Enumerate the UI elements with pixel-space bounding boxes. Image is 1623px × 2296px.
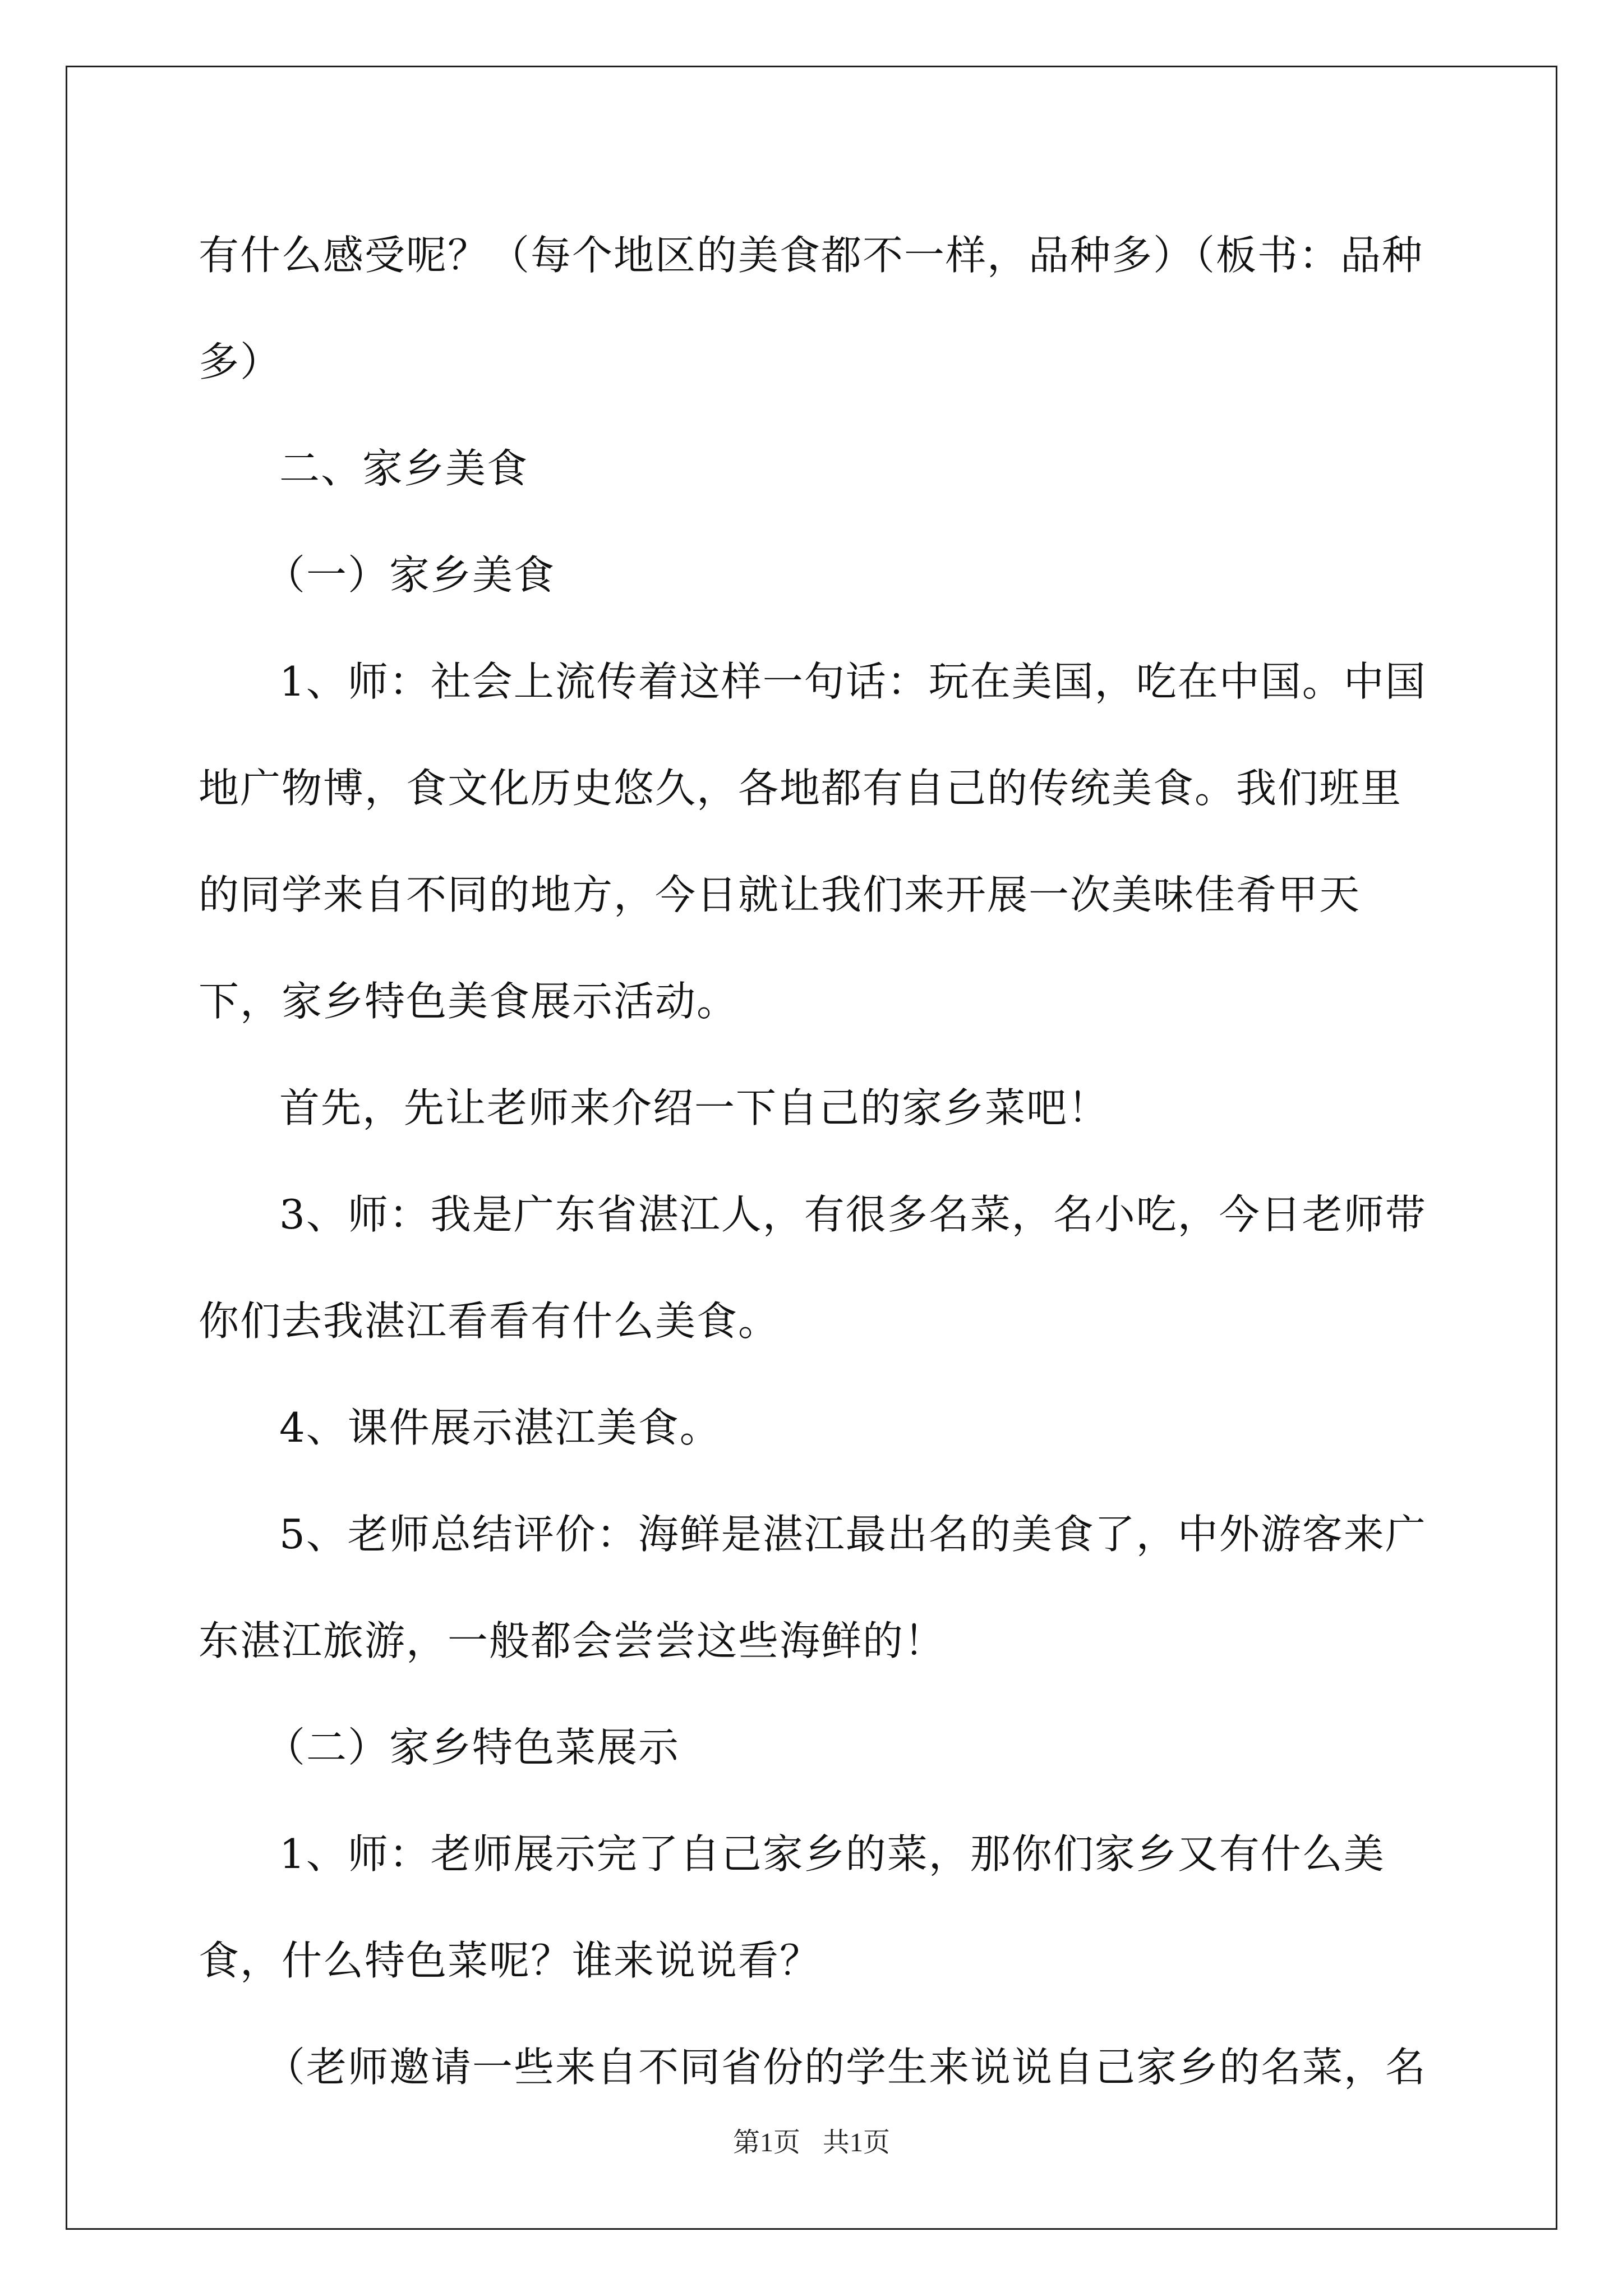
subsection-heading-hometown-food: （一）家乡美食 [265,551,556,599]
paragraph-summary: 5、老师总结评价：海鲜是湛江最出名的美食了，中外游客来广东湛江旅游，一般都会尝尝这些海鲜的！ [199,1511,1427,1664]
section-heading-hometown-food: 二、家乡美食 [279,445,529,492]
subsection-heading-specialty-dishes: （二）家乡特色菜展示 [265,1724,680,1771]
paragraph-teacher-intro: 1、师：社会上流传着这样一句话：玩在美国，吃在中国。中国地广物博，食文化历史悠久，各地都有自己的传统美食。我们班里的同学来自不同的地方，今日就让我们来开展一次美味佳肴甲天下，家乡特色美食展示活动。 [199,658,1427,1025]
page-footer [0,2120,1623,2159]
page-number: 第1页 [732,2128,800,2157]
paragraph-first: 首先，先让老师来介绍一下自己的家乡菜吧！ [279,1084,1110,1131]
document-body [199,202,1438,2120]
paragraph-students-share: 1、师：老师展示完了自己家乡的菜，那你们家乡又有什么美食，什么特色菜呢？谁来说说看？ [199,1830,1385,1984]
paragraph-courseware: 4、课件展示湛江美食。 [279,1404,721,1451]
page-total: 共1页 [823,2128,891,2157]
paragraph-zhanjiang: 3、师：我是广东省湛江人，有很多名菜，名小吃，今日老师带你们去我湛江看看有什么美食。 [199,1191,1427,1345]
paragraph-invite: （老师邀请一些来自不同省份的学生来说说自己家乡的名菜，名 [265,2044,1427,2091]
paragraph-continuation: 有什么感受呢？（每个地区的美食都不一样，品种多）（板书：品种多） [199,232,1424,385]
